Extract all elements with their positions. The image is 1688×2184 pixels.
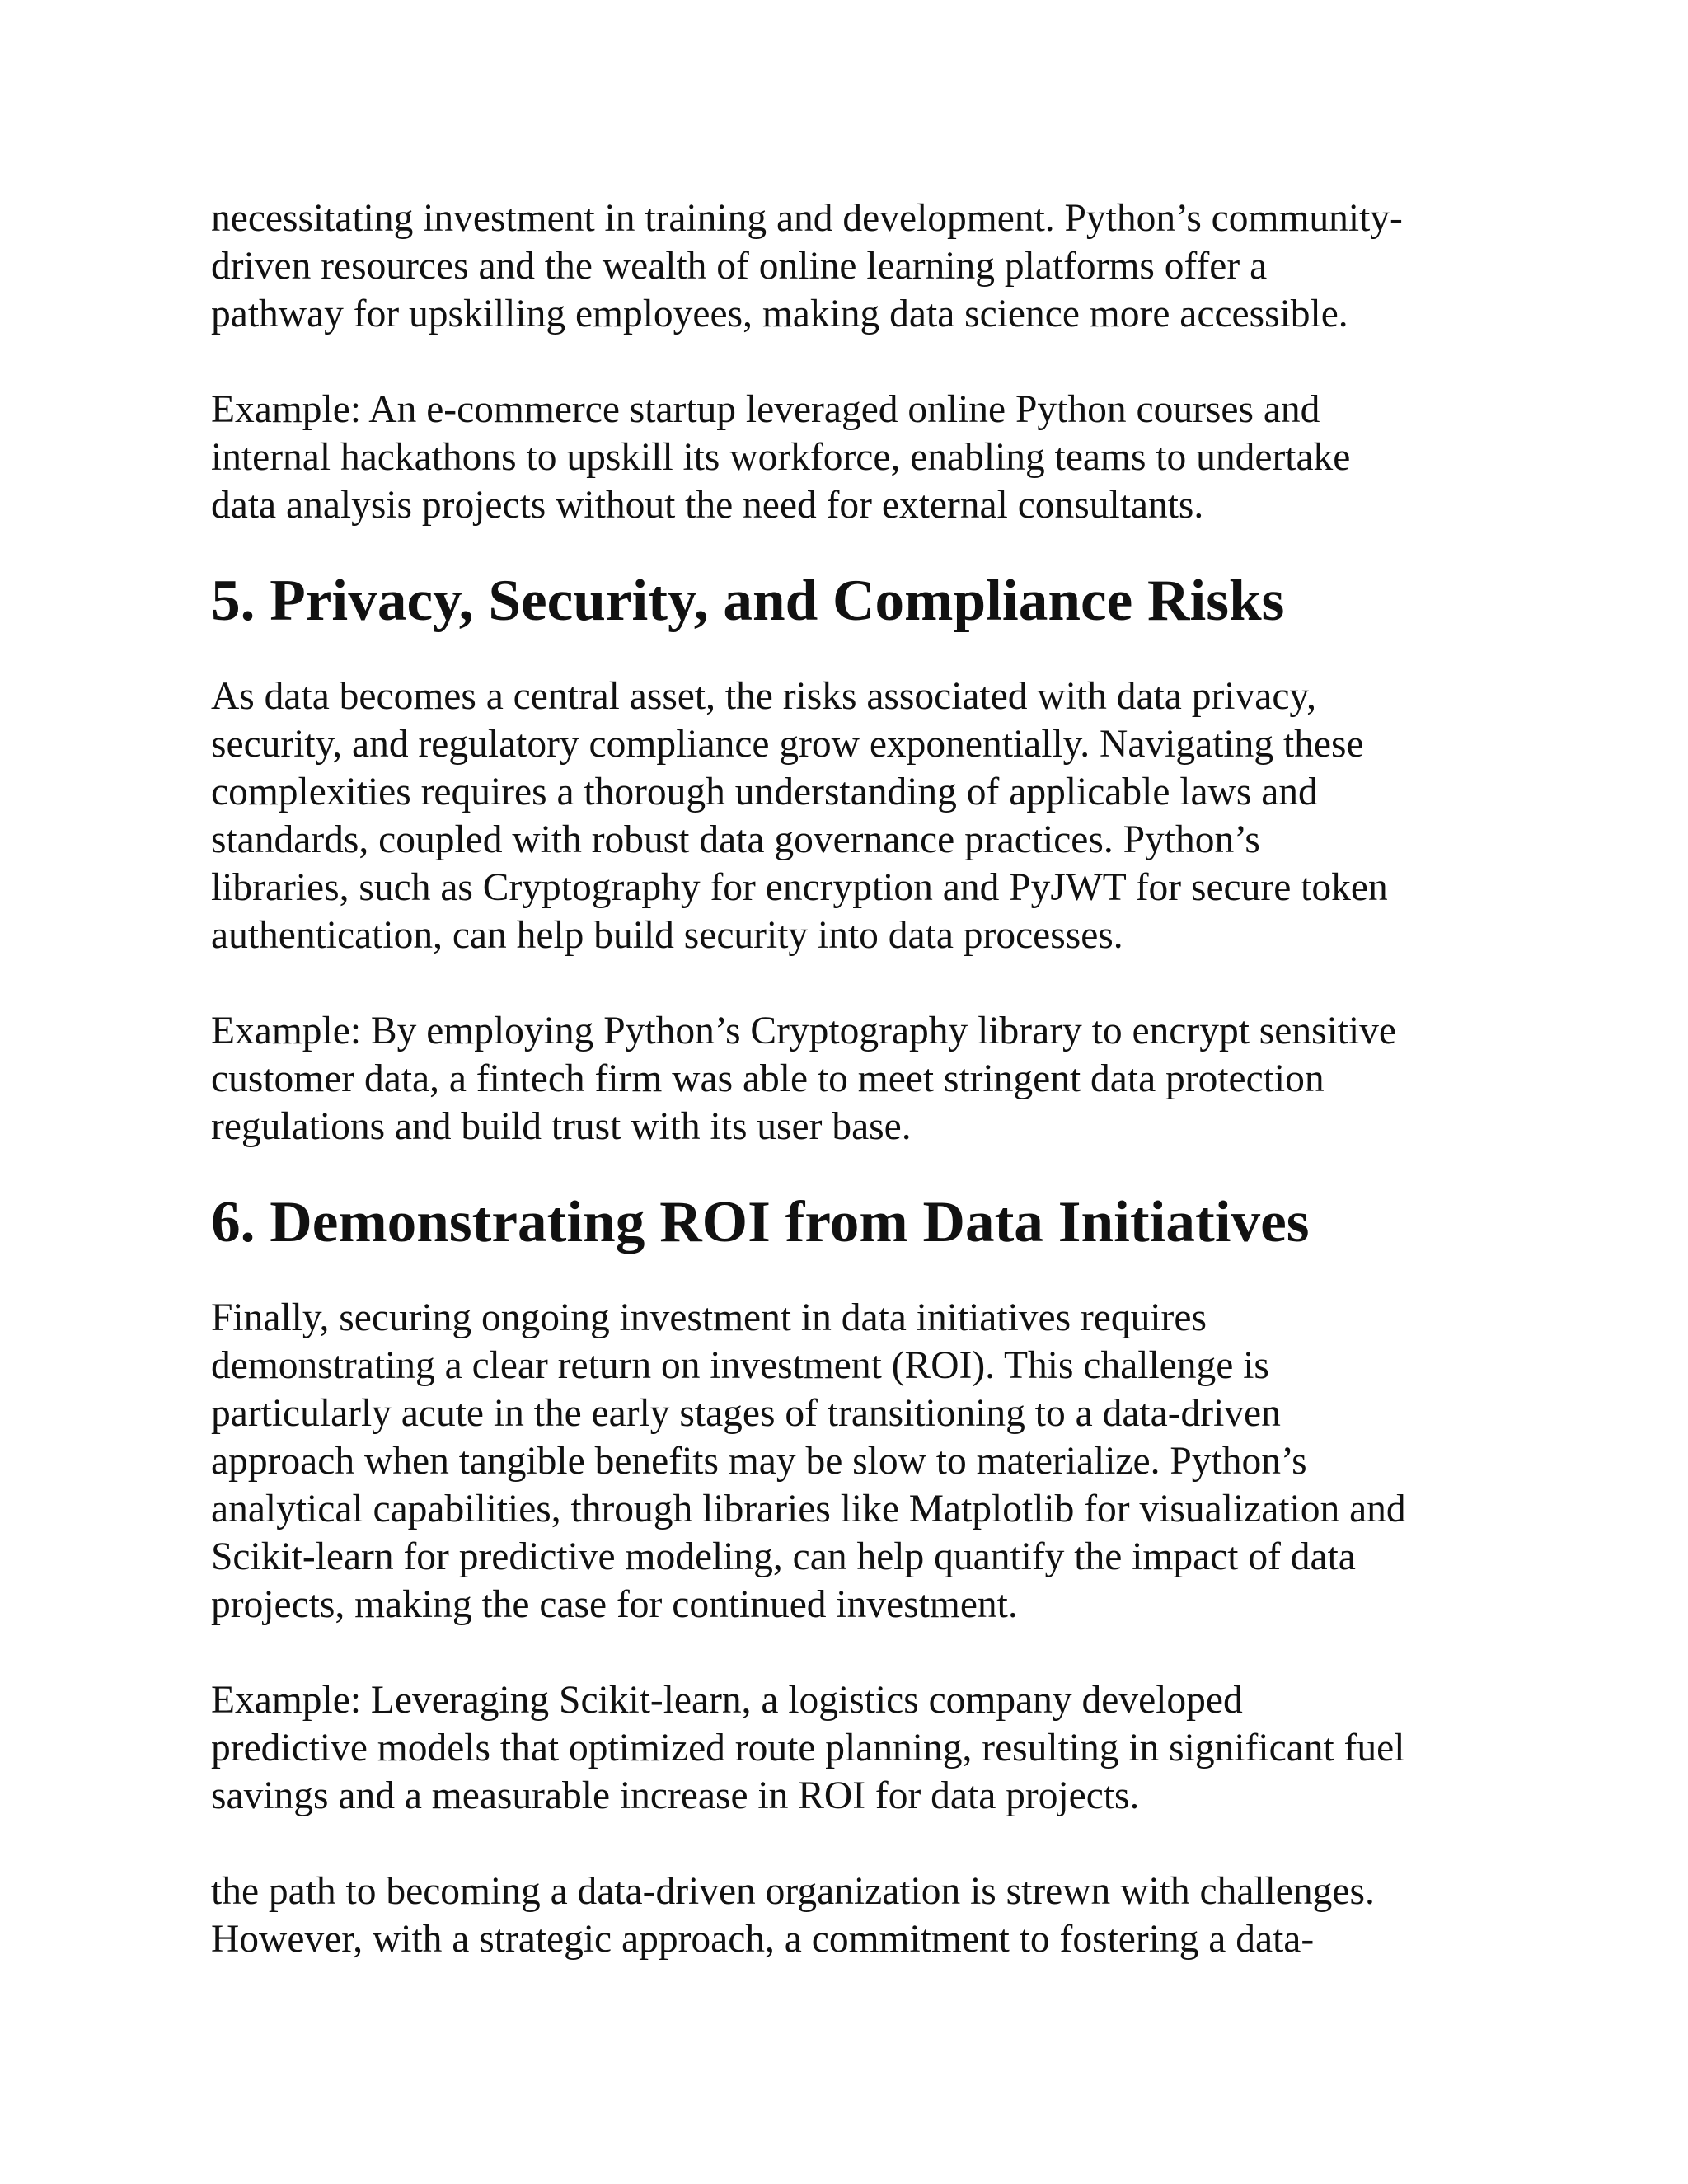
text-line: approach when tangible benefits may be slow to materialize. Python’s bbox=[211, 1440, 1307, 1483]
paragraph-privacy-risks bbox=[211, 673, 1497, 959]
text-line: particularly acute in the early stages of transitioning to a data-driven bbox=[211, 1392, 1281, 1435]
text-line: Scikit-learn for predictive modeling, can help quantify the impact of data bbox=[211, 1535, 1356, 1578]
paragraph-upskilling bbox=[211, 194, 1497, 338]
text-line: necessitating investment in training and development. Python’s community- bbox=[211, 197, 1403, 240]
text-line: predictive models that optimized route planning, resulting in significant fuel bbox=[211, 1727, 1405, 1769]
text-line: complexities requires a thorough understanding of applicable laws and bbox=[211, 771, 1318, 813]
paragraph-example-fintech bbox=[211, 1007, 1497, 1151]
section-heading-roi: 6. Demonstrating ROI from Data Initiatives bbox=[211, 1190, 1310, 1254]
text-line: Example: Leveraging Scikit-learn, a logistics company developed bbox=[211, 1679, 1243, 1722]
paragraph-example-ecommerce bbox=[211, 386, 1497, 529]
section-heading-privacy-security: 5. Privacy, Security, and Compliance Risks bbox=[211, 569, 1285, 633]
text-line: savings and a measurable increase in ROI for data projects. bbox=[211, 1774, 1140, 1817]
text-line: authentication, can help build security into data processes. bbox=[211, 914, 1123, 957]
page-content bbox=[211, 194, 1497, 1963]
text-line: customer data, a fintech firm was able to meet stringent data protection bbox=[211, 1057, 1325, 1100]
text-line: security, and regulatory compliance grow exponentially. Navigating these bbox=[211, 723, 1364, 766]
text-line: However, with a strategic approach, a commitment to fostering a data- bbox=[211, 1918, 1315, 1961]
paragraph-example-logistics bbox=[211, 1676, 1497, 1820]
paragraph-roi bbox=[211, 1294, 1497, 1629]
text-line: driven resources and the wealth of online learning platforms offer a bbox=[211, 245, 1268, 288]
text-line: Example: By employing Python’s Cryptography library to encrypt sensitive bbox=[211, 1010, 1396, 1052]
text-line: regulations and build trust with its user base. bbox=[211, 1105, 912, 1148]
text-line: the path to becoming a data-driven organization is strewn with challenges. bbox=[211, 1870, 1375, 1913]
text-line: As data becomes a central asset, the risks associated with data privacy, bbox=[211, 675, 1316, 718]
text-line: analytical capabilities, through libraries like Matplotlib for visualization and bbox=[211, 1488, 1406, 1530]
text-line: internal hackathons to upskill its workforce, enabling teams to undertake bbox=[211, 436, 1351, 479]
text-line: data analysis projects without the need for external consultants. bbox=[211, 484, 1204, 527]
text-line: libraries, such as Cryptography for encryption and PyJWT for secure token bbox=[211, 866, 1388, 909]
text-line: demonstrating a clear return on investment (ROI). This challenge is bbox=[211, 1344, 1269, 1387]
text-line: pathway for upskilling employees, making data science more accessible. bbox=[211, 293, 1348, 335]
paragraph-conclusion bbox=[211, 1868, 1497, 1963]
text-line: Finally, securing ongoing investment in data initiatives requires bbox=[211, 1296, 1207, 1339]
text-line: Example: An e-commerce startup leveraged online Python courses and bbox=[211, 388, 1320, 431]
text-line: projects, making the case for continued investment. bbox=[211, 1583, 1018, 1626]
text-line: standards, coupled with robust data governance practices. Python’s bbox=[211, 818, 1260, 861]
